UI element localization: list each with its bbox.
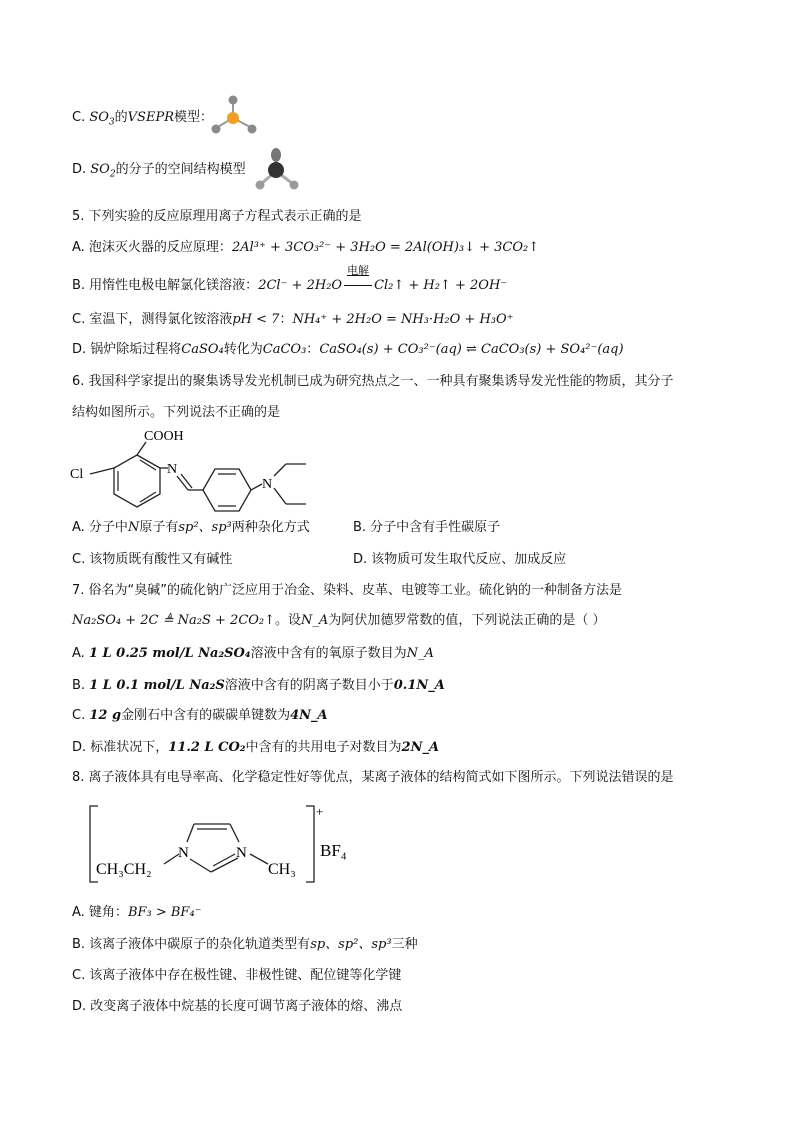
- q8-ionic-liquid-structure: [84, 802, 374, 890]
- q7-stem-1: 7. 俗名为“臭碱”的硫化钠广泛应用于冶金、染料、皮革、电镀等工业。硫化钠的一种制备方法是: [72, 583, 623, 598]
- q8-option-b: B. 该离子液体中碳原子的杂化轨道类型有sp、sp²、sp³三种: [72, 937, 418, 952]
- imine-n-label: N: [167, 462, 178, 477]
- so3-vsepr-model: [206, 94, 262, 140]
- methyl-label: CH₃: [268, 861, 296, 878]
- ring-n1-label: N: [178, 845, 189, 861]
- q6-option-c: C. 该物质既有酸性又有碱性: [72, 552, 233, 567]
- q6-stem-1: 6. 我国科学家提出的聚集诱导发光机制已成为研究热点之一、一种具有聚集诱导发光性能的物质，其分子: [72, 374, 674, 389]
- q8-option-c: C. 该离子液体中存在极性键、非极性键、配位键等化学键: [72, 968, 402, 983]
- q7-option-b: B. 1 L 0.1 mol/L Na₂S溶液中含有的阴离子数目小于0.1N_A: [72, 678, 445, 693]
- q7-option-c: C. 12 g金刚石中含有的碳碳单键数为4N_A: [72, 708, 328, 723]
- option-d-so2: D. $SO_2$的分子的空间结构模型: [72, 162, 246, 180]
- cooh-label: COOH: [144, 429, 184, 444]
- so2-structure-model: [251, 143, 305, 193]
- q5-option-d: D. 锅炉除垢过程将CaSO₄转化为CaCO₃：CaSO₄(s) + CO₃²⁻(aq) ⇌ CaCO₃(s) + SO₄²⁻(aq): [72, 342, 624, 357]
- q7-option-a: A. 1 L 0.25 mol/L Na₂SO₄溶液中含有的氧原子数目为N_A: [72, 646, 434, 661]
- option-c-so3: C. $SO_3$的VSEPR模型：: [72, 110, 214, 128]
- q8-option-d: D. 改变离子液体中烷基的长度可调节离子液体的熔、沸点: [72, 999, 403, 1014]
- q7-option-d: D. 标准状况下，11.2 L CO₂中含有的共用电子对数目为2N_A: [72, 740, 440, 755]
- q5-option-c: C. 室温下，测得氯化铵溶液pH < 7：NH₄⁺ + 2H₂O = NH₃·H₂O + H₃O⁺: [72, 312, 514, 327]
- q8-option-a: A. 键角：BF₃ > BF₄⁻: [72, 905, 202, 920]
- q5-option-b: B. 用惰性电极电解氯化镁溶液：2Cl⁻ + 2H₂O 电解 Cl₂↑ + H₂↑ + 2OH⁻: [72, 264, 508, 293]
- ring-n2-label: N: [236, 845, 247, 861]
- q6-stem-2: 结构如图所示。下列说法不正确的是: [72, 405, 281, 420]
- q5-option-a: A. 泡沫灭火器的反应原理：2Al³⁺ + 3CO₃²⁻ + 3H₂O = 2Al(OH)₃↓ + 3CO₂↑: [72, 240, 540, 255]
- q8-stem: 8. 离子液体具有电导率高、化学稳定性好等优点，某离子液体的结构简式如下图所示。下列说法错误的是: [72, 770, 674, 785]
- q7-stem-2: Na₂SO₄ + 2C ≜ Na₂S + 2CO₂↑。设N_A为阿伏加德罗常数的值，下列说法正确的是（ ）: [72, 613, 606, 628]
- ethyl-label: CH₃CH₂: [96, 861, 152, 878]
- amine-n-label: N: [262, 477, 273, 492]
- q6-option-a: A. 分子中N原子有sp²、sp³两种杂化方式: [72, 520, 310, 535]
- electrolysis-condition: 电解: [347, 264, 370, 277]
- cation-charge: +: [316, 804, 324, 819]
- anion-label: BF₄: [320, 841, 347, 860]
- q6-option-d: D. 该物质可发生取代反应、加成反应: [353, 552, 567, 567]
- q6-molecular-structure: [68, 424, 313, 514]
- q5-stem: 5. 下列实验的反应原理用离子方程式表示正确的是: [72, 209, 362, 224]
- cl-label: Cl: [70, 467, 84, 482]
- q6-option-b: B. 分子中含有手性碳原子: [353, 520, 501, 535]
